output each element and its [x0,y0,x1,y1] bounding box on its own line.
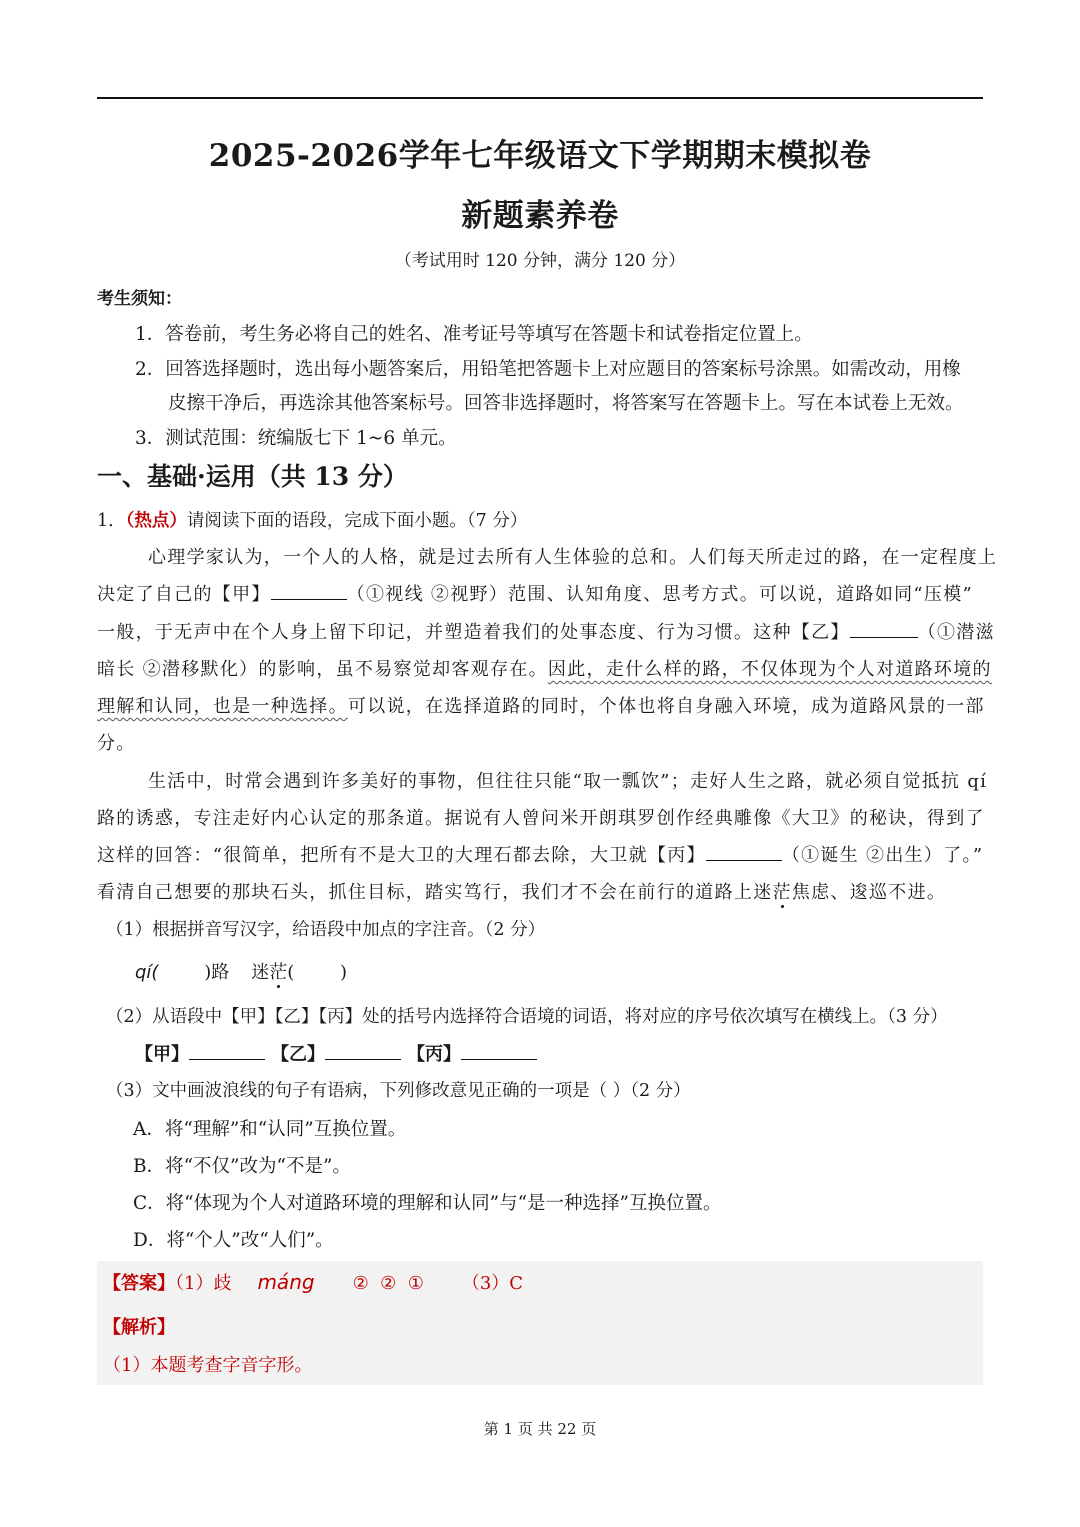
answer-box [97,1261,983,1385]
blank-pinyin: ( ) [287,962,348,983]
sub-question-1: （1）根据拼音写汉字，给语段中加点的字注音。（2 分） [106,920,546,940]
analysis-line: （1）本题考查字音字形。 [103,1355,313,1376]
passage-text: 看清自己想要的那块石头，抓住目标，踏实笃行，我们才不会在前行的道路上迷 [97,882,773,903]
exam-subtitle: 新题素养卷 [461,198,619,234]
passage-text: 暗长 ②潜移默化）的影响，虽不易察觉却客观存在。 [97,659,548,680]
dotted-char: 茫 [269,962,288,983]
passage-line [97,878,946,904]
exam-info: （考试用时 120 分钟，满分 120 分） [394,251,686,271]
passage-line: 路的诱惑，专注走好内心认定的那条道。据说有人曾问米开朗琪罗创作经典雕像《大卫》的秘诀，得到了 [97,808,985,829]
label-bing: 【丙】 [407,1044,461,1065]
notice-item-2-line-2: 皮擦干净后，再选涂其他答案标号。回答非选择题时，将答案写在答题卡上。写在本试卷上无效。 [168,393,964,414]
blank-bing [706,846,782,861]
answer-blank-yi [325,1045,401,1060]
section-heading: 一、基础·运用（共 13 分） [97,462,408,491]
notice-item-2-line-1: 2．回答选择题时，选出每小题答案后，用铅笔把答题卡上对应题目的答案标号涂黑。如需改动，用橡 [135,359,961,380]
page-footer: 第 1 页 共 22 页 [483,1420,597,1438]
exam-title: 2025-2026学年七年级语文下学期期末模拟卷 [208,138,872,174]
passage-text: 可以说，在选择道路的同时，个体也将自身融入环境，成为道路风景的一部 [347,696,985,717]
answer-label: 【答案】 [103,1273,175,1294]
wavy-sentence: 因此，走什么样的路，不仅体现为个人对道路环境的 [547,659,992,680]
answer-part-3: （3）C [461,1273,524,1294]
passage-text: （①潜滋 [917,622,995,643]
passage-text: 一般，于无声中在个人身上留下印记，并塑造着我们的处事态度、行为习惯。这种【乙】 [97,622,850,643]
passage-line: 生活中，时常会遇到许多美好的事物，但往往只能“取一瓢饮”；走好人生之路，就必须自觉抵抗 qí [148,771,988,792]
answer-part-2: ② ② ① [352,1273,424,1294]
label-jia: 【甲】 [135,1044,189,1065]
dotted-char: 茫 [772,882,792,903]
passage-text: （①视线 ②视野）范围、认知角度、思考方式。可以说，道路如同“压模” [346,584,974,605]
passage-text: （①诞生 ②出生）了。” [781,845,984,866]
analysis-label: 【解析】 [103,1317,175,1338]
passage-line: 心理学家认为，一个人的人格，就是过去所有人生体验的总和。人们每天所走过的路，在一定程度上 [148,547,998,568]
notice-item-3: 3．测试范围：统编版七下 1~6 单元。 [135,428,457,449]
pinyin-qi: qí( [135,962,159,983]
blank-jia [271,585,347,600]
passage-text: 焦虑、逡巡不进。 [791,882,947,903]
notice-item-1: 1．答卷前，考生务必将自己的姓名、准考证号等填写在答题卡和试卷指定位置上。 [135,324,813,345]
passage-line [97,655,992,681]
sub-question-3: （3）文中画波浪线的句子有语病，下列修改意见正确的一项是（ ）（2 分） [106,1081,691,1101]
question-1-header [97,507,527,532]
notice-title: 考生须知： [97,289,182,309]
passage-line [97,692,985,718]
passage-line [97,841,983,867]
passage-text: 决定了自己的【甲】 [97,584,271,605]
question-prompt: 请阅读下面的语段，完成下面小题。（7 分） [186,511,528,531]
option-c: C．将“体现为个人对道路环境的理解和认同”与“是一种选择”互换位置。 [133,1193,722,1214]
passage-line: 分。 [97,733,136,754]
answer-pinyin: máng [257,1270,315,1294]
sub-question-2-blanks [135,1040,537,1066]
option-d: D．将“个人”改“人们”。 [133,1230,334,1251]
hot-tag: （热点） [125,511,187,531]
answer-part-1: （1）歧 [175,1273,232,1294]
sub-question-2: （2）从语段中【甲】【乙】【丙】处的括号内选择符合语境的词语，将对应的序号依次填写在横线上。（3 分） [106,1007,948,1027]
option-a: A．将“理解”和“认同”互换位置。 [133,1119,407,1140]
passage-line [97,580,973,606]
blank-hanzi: )路 [158,962,230,983]
option-b: B．将“不仅”改为“不是”。 [133,1156,351,1177]
sub-question-1-answer-area [135,958,347,984]
answer-line [103,1269,523,1295]
answer-blank-jia [189,1045,265,1060]
passage-line [97,618,995,644]
label-yi: 【乙】 [271,1044,325,1065]
blank-yi [850,623,918,638]
wavy-sentence: 理解和认同，也是一种选择。 [97,696,348,717]
header-rule [97,97,983,99]
question-number: 1． [97,511,126,531]
word-char: 迷 [251,962,270,983]
passage-text: 这样的回答：“很简单，把所有不是大卫的大理石都去除，大卫就【丙】 [97,845,706,866]
answer-blank-bing [461,1045,537,1060]
